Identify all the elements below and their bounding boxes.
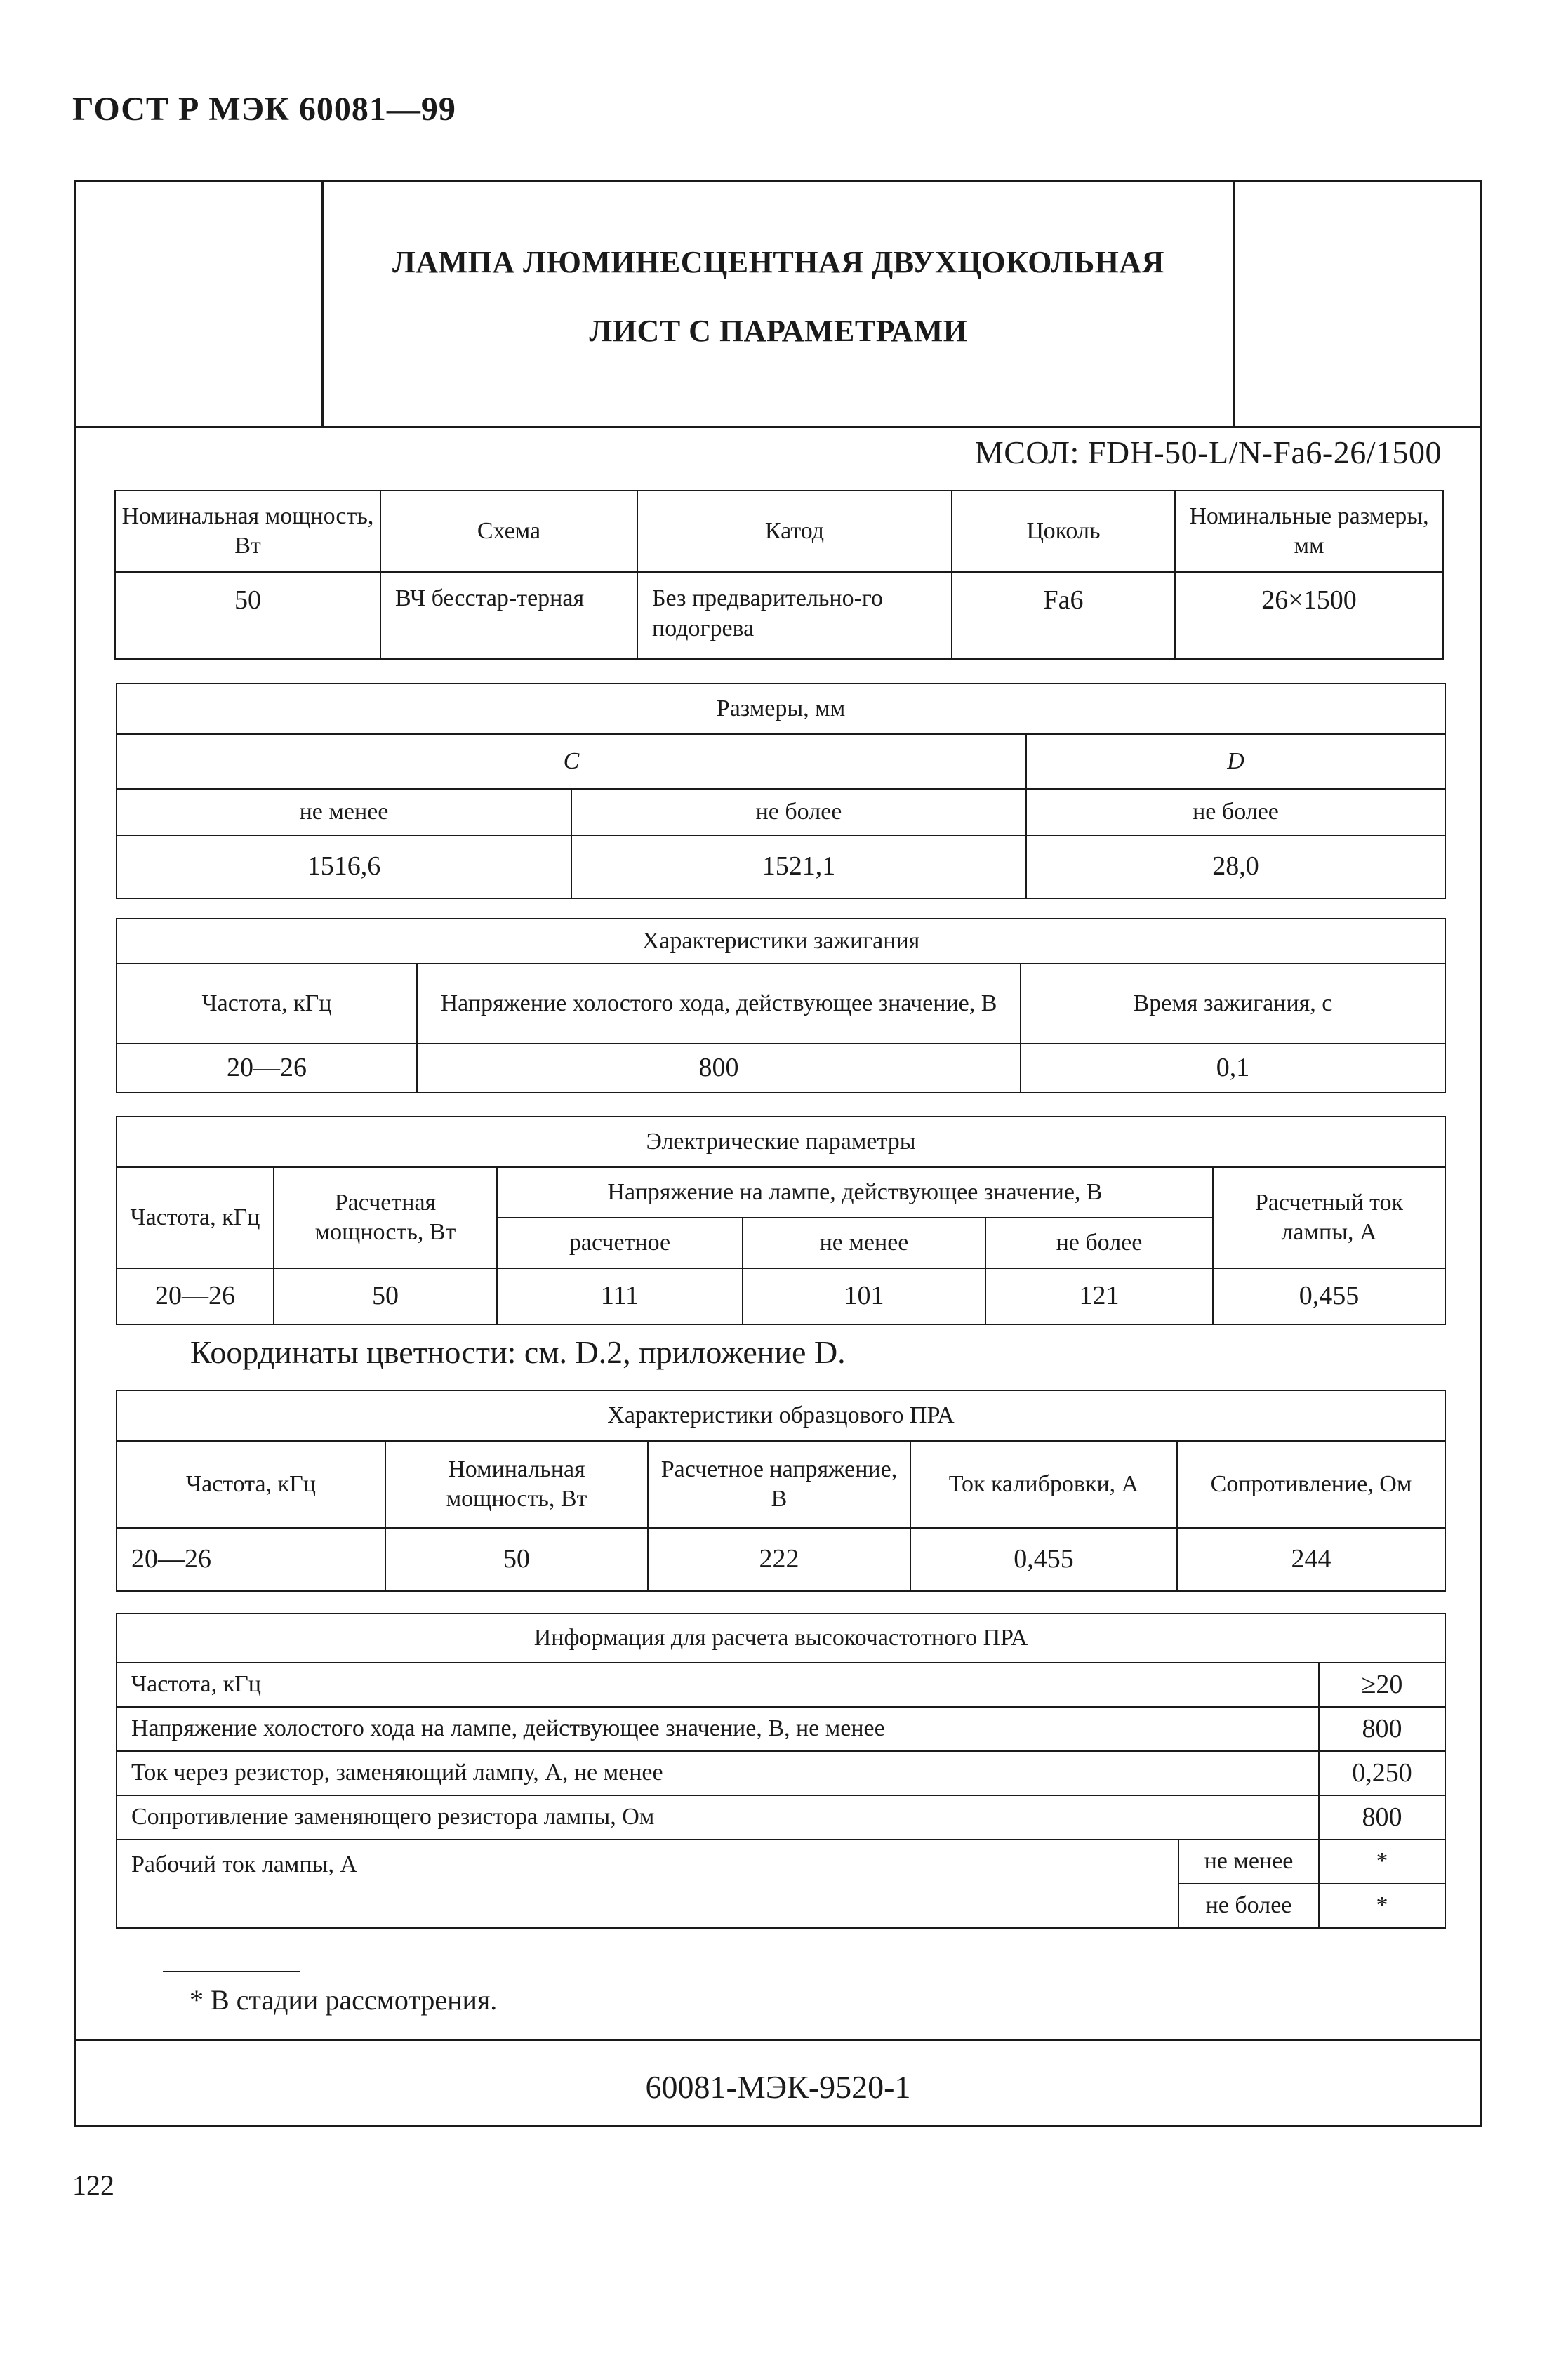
ballast-title: Характеристики образцового ПРА [117,1390,1445,1441]
cell-power: 50 [115,572,380,659]
document-header: ГОСТ Р МЭК 60081—99 [72,91,456,128]
ballast-header-voltage: Расчетное напряжение, В [648,1441,910,1528]
electrical-voltage-min: 101 [743,1268,985,1324]
ignition-frequency: 20—26 [117,1044,417,1093]
electrical-table [116,1116,1446,1325]
electrical-voltage-rated: 111 [497,1268,743,1324]
value-d-max: 28,0 [1026,835,1445,898]
hf-row-label: Сопротивление заменяющего резистора лампы, Ом [117,1795,1319,1840]
ballast-resistance: 244 [1177,1528,1445,1591]
cell-dimensions: 26×1500 [1175,572,1443,659]
ballast-frequency: 20—26 [117,1528,385,1591]
hf-row-value: ≥20 [1319,1663,1445,1707]
dimension-c-header: C [117,734,1026,789]
operating-current-max-value: * [1319,1884,1445,1928]
col-header-power: Номинальная мощность, Вт [115,491,380,572]
ballast-header-resistance: Сопротивление, Ом [1177,1441,1445,1528]
sheet-subtitle: ЛИСТ С ПАРАМЕТРАМИ [589,314,968,348]
value-c-min: 1516,6 [117,835,571,898]
subheader-d-max: не более [1026,789,1445,835]
electrical-header-current: Расчетный ток лампы, А [1213,1167,1445,1268]
ignition-voltage: 800 [417,1044,1021,1093]
hf-row-value: 0,250 [1319,1751,1445,1795]
cell-scheme: ВЧ бесстар-терная [380,572,637,659]
footnote: * В стадии рассмотрения. [190,1984,498,2016]
sheet-code: 60081-МЭК-9520-1 [645,2069,911,2105]
electrical-subheader-min: не менее [743,1218,985,1268]
footer-divider [74,2039,1482,2041]
operating-current-max-label: не более [1178,1884,1319,1928]
col-header-scheme: Схема [380,491,637,572]
dimensions-title: Размеры, мм [117,684,1445,734]
title-divider-right [1233,180,1235,428]
ballast-header-current: Ток калибровки, А [910,1441,1177,1528]
electrical-header-voltage: Напряжение на лампе, действующее значение, В [497,1167,1213,1218]
operating-current-min-value: * [1319,1840,1445,1884]
operating-current-label: Рабочий ток лампы, А [117,1840,1178,1928]
footnote-rule [163,1971,300,1972]
col-header-cap: Цоколь [952,491,1175,572]
electrical-header-frequency: Частота, кГц [117,1167,274,1268]
ignition-header-time: Время зажигания, с [1021,964,1445,1044]
reference-ballast-table [116,1390,1446,1592]
dimensions-table [116,683,1446,899]
ballast-header-frequency: Частота, кГц [117,1441,385,1528]
hf-title: Информация для расчета высокочастотного ПРА [117,1614,1445,1663]
col-header-dimensions: Номинальные размеры, мм [1175,491,1443,572]
electrical-current: 0,455 [1213,1268,1445,1324]
ignition-table [116,918,1446,1093]
cell-cathode: Без предварительно-го подогрева [637,572,952,659]
ballast-current: 0,455 [910,1528,1177,1591]
electrical-power: 50 [274,1268,497,1324]
color-coordinates-note: Координаты цветности: см. D.2, приложение D. [190,1334,846,1370]
ignition-title: Характеристики зажигания [117,919,1445,964]
hf-row-label: Напряжение холостого хода на лампе, действующее значение, В, не менее [117,1707,1319,1751]
subheader-c-max: не более [571,789,1026,835]
subheader-c-min: не менее [117,789,571,835]
sheet-title: ЛАМПА ЛЮМИНЕСЦЕНТНАЯ ДВУХЦОКОЛЬНАЯ [392,245,1164,279]
operating-current-min-label: не менее [1178,1840,1319,1884]
ballast-voltage: 222 [648,1528,910,1591]
hf-ballast-info-table [116,1613,1446,1929]
ignition-time: 0,1 [1021,1044,1445,1093]
value-c-max: 1521,1 [571,835,1026,898]
hf-row-value: 800 [1319,1795,1445,1840]
hf-row-label: Ток через резистор, заменяющий лампу, А, не менее [117,1751,1319,1795]
hf-row-value: 800 [1319,1707,1445,1751]
cell-cap: Fa6 [952,572,1175,659]
electrical-frequency: 20—26 [117,1268,274,1324]
ignition-header-frequency: Частота, кГц [117,964,417,1044]
ignition-header-voltage: Напряжение холостого хода, действующее значение, В [417,964,1021,1044]
general-parameters-table [114,490,1444,660]
electrical-subheader-max: не более [985,1218,1213,1268]
lamp-designation: МСОЛ: FDH-50-L/N-Fa6-26/1500 [974,434,1442,470]
dimension-d-header: D [1026,734,1445,789]
page-number: 122 [72,2169,114,2201]
hf-row-label: Частота, кГц [117,1663,1319,1707]
ballast-power: 50 [385,1528,648,1591]
title-divider-left [321,180,324,428]
electrical-title: Электрические параметры [117,1117,1445,1167]
electrical-subheader-rated: расчетное [497,1218,743,1268]
title-block [74,180,1482,428]
electrical-voltage-max: 121 [985,1268,1213,1324]
electrical-header-power: Расчетная мощность, Вт [274,1167,497,1268]
col-header-cathode: Катод [637,491,952,572]
ballast-header-power: Номинальная мощность, Вт [385,1441,648,1528]
